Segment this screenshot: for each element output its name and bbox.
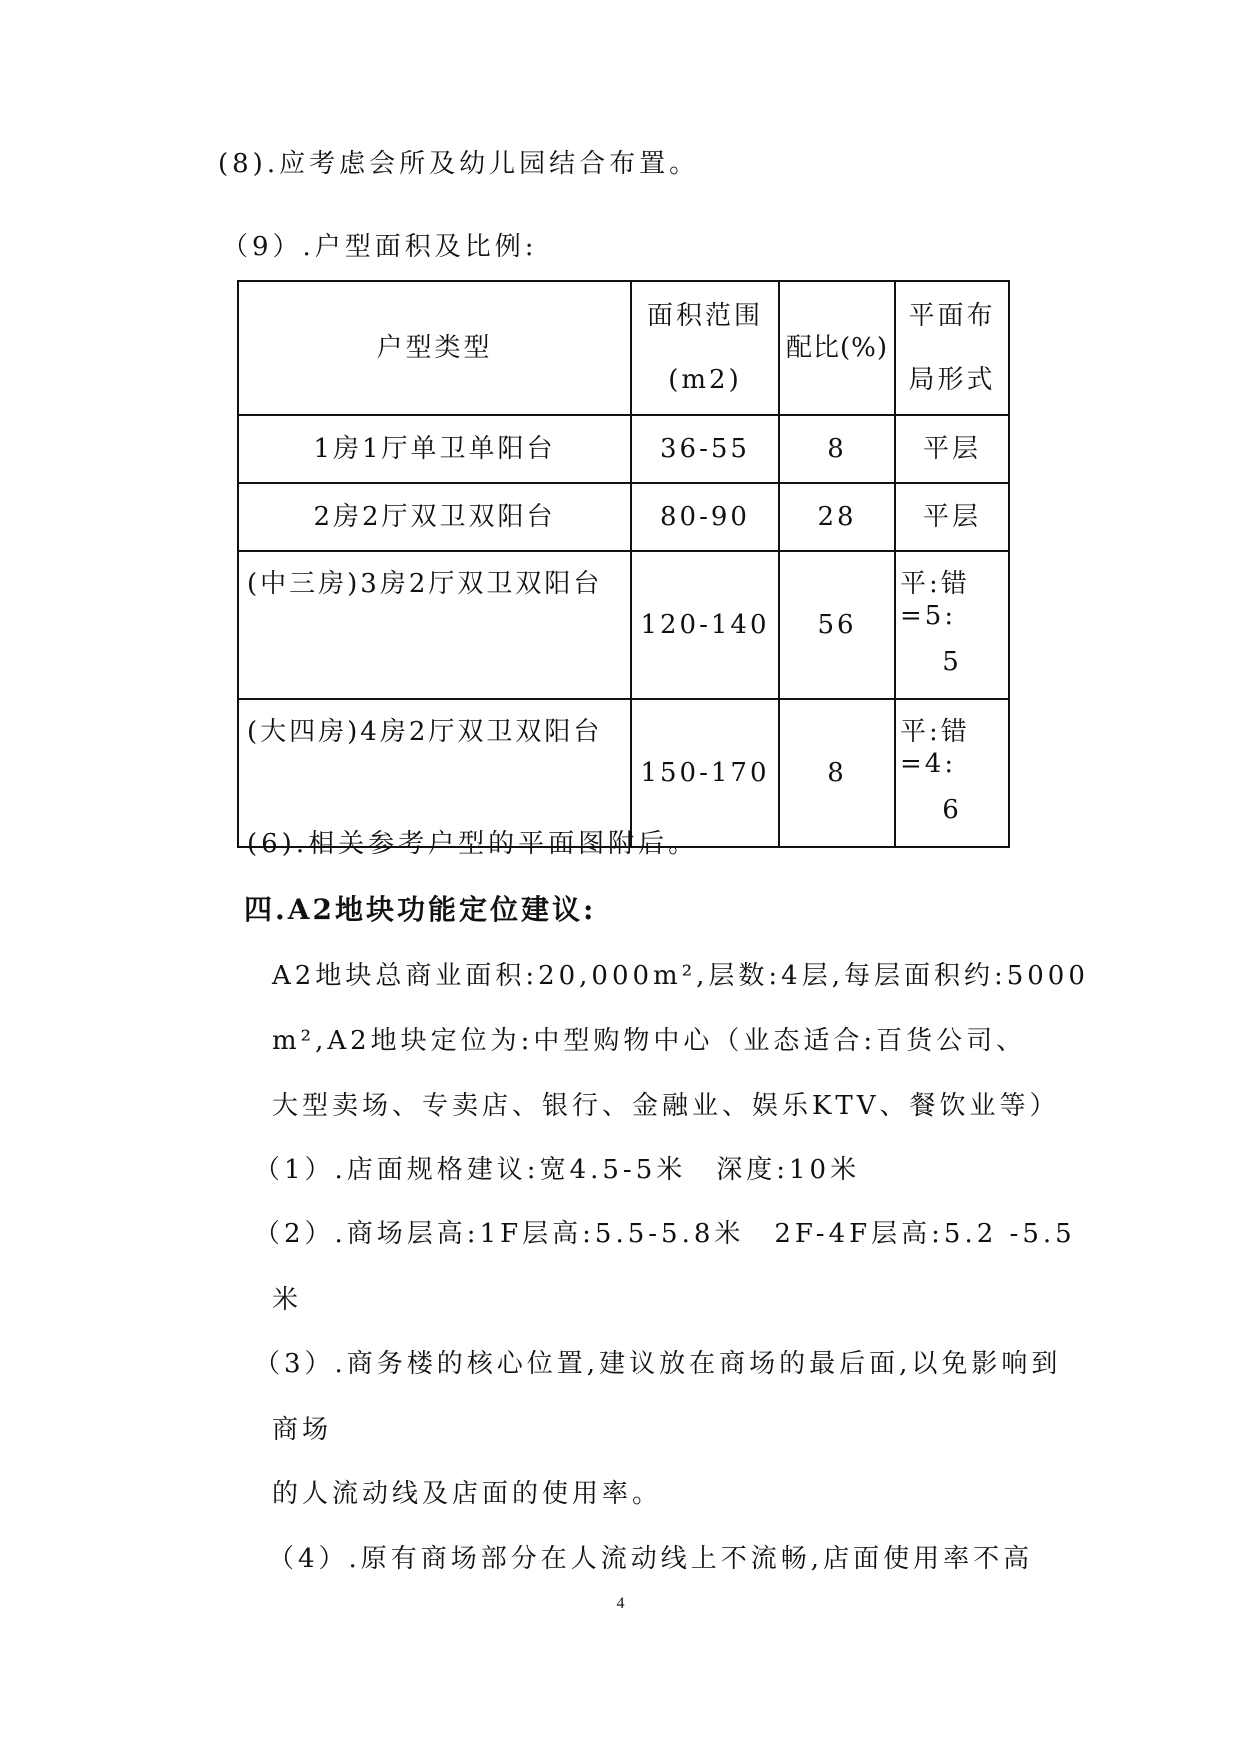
cell-ratio: 8 — [779, 699, 895, 847]
header-type: 户型类型 — [238, 281, 631, 415]
list-item-6: (6).相关参考户型的平面图附后。 — [247, 829, 699, 859]
page-number: 4 — [616, 1595, 625, 1612]
list-item-4: （4）.原有商场部分在人流动线上不流畅,店面使用率不高 — [268, 1544, 1034, 1574]
cell-ratio: 56 — [779, 551, 895, 699]
list-item-2: （2）.商场层高:1F层高:5.5-5.8米 2F-4F层高:5.2 -5.5 — [254, 1219, 1076, 1249]
cell-area: 80-90 — [631, 483, 779, 551]
paragraph-line: A2地块总商业面积:20,000m²,层数:4层,每层面积约:5000 — [272, 961, 1089, 991]
list-item-3-continuation: 商场 — [272, 1415, 333, 1445]
header-plan — [895, 281, 1009, 415]
cell-area: 150-170 — [631, 699, 779, 847]
table-row — [238, 415, 1009, 483]
paragraph-line: m²,A2地块定位为:中型购物中心（业态适合:百货公司、 — [272, 1026, 1027, 1056]
header-area — [631, 281, 779, 415]
cell-type: (大四房)4房2厅双卫双阳台 — [238, 699, 631, 847]
cell-plan — [895, 699, 1009, 847]
paragraph-line: 大型卖场、专卖店、银行、金融业、娱乐KTV、餐饮业等） — [272, 1091, 1060, 1121]
cell-ratio: 8 — [779, 415, 895, 483]
header-ratio-text: 配比(%) — [786, 333, 888, 363]
cell-plan — [895, 551, 1009, 699]
section-heading: 四.A2地块功能定位建议: — [244, 893, 597, 926]
cell-plan: 平层 — [895, 415, 1009, 483]
table-row — [238, 551, 1009, 699]
table-row — [238, 483, 1009, 551]
cell-type: 2房2厅双卫双阳台 — [238, 483, 631, 551]
cell-plan-line2: 6 — [942, 795, 962, 825]
cell-plan: 平层 — [895, 483, 1009, 551]
cell-ratio: 28 — [779, 483, 895, 551]
header-area-line1: 面积范围 — [646, 301, 763, 331]
table-header-row — [238, 281, 1009, 415]
list-item-8: (8).应考虑会所及幼儿园结合布置。 — [218, 149, 700, 179]
list-item-3: （3）.商务楼的核心位置,建议放在商场的最后面,以免影响到 — [254, 1349, 1062, 1379]
list-item-1: （1）.店面规格建议:宽4.5-5米 深度:10米 — [254, 1155, 861, 1185]
header-plan-line2: 局形式 — [908, 365, 996, 395]
table-row — [238, 699, 1009, 847]
list-item-9: （9）.户型面积及比例: — [222, 232, 538, 262]
list-item-2-continuation: 米 — [272, 1285, 303, 1315]
cell-type: (中三房)3房2厅双卫双阳台 — [238, 551, 631, 699]
cell-plan-line2: 5 — [942, 647, 962, 677]
header-area-line2: (m2) — [668, 365, 742, 395]
unit-type-table — [237, 280, 1010, 848]
cell-area: 120-140 — [631, 551, 779, 699]
cell-plan-line1: 平:错=4: — [900, 717, 970, 779]
cell-plan-line1: 平:错=5: — [900, 569, 970, 631]
list-item-3-continuation: 的人流动线及店面的使用率。 — [272, 1479, 663, 1509]
header-plan-line1: 平面布 — [908, 301, 996, 331]
cell-area: 36-55 — [631, 415, 779, 483]
header-ratio — [779, 281, 895, 415]
cell-type: 1房1厅单卫单阳台 — [238, 415, 631, 483]
